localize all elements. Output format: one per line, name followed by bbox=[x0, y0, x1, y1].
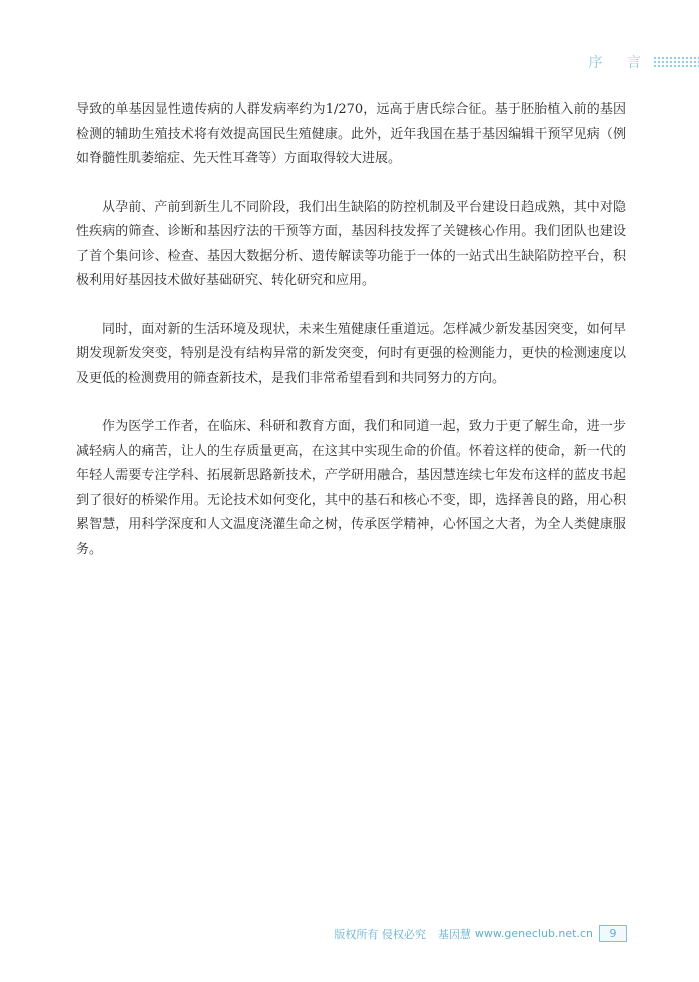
page-footer bbox=[334, 925, 627, 942]
decorative-dot-pattern bbox=[653, 56, 699, 68]
section-title: 序 言 bbox=[588, 55, 651, 71]
paragraph: 从孕前、产前到新生儿不同阶段，我们出生缺陷的防控机制及平台建设日趋成熟，其中对隐性疾病的筛查、诊断和基因疗法的干预等方面，基因科技发挥了关键核心作用。我们团队也建设了首个集问诊、检查、基因大数据分析、遗传解读等功能于一体的一站式出生缺陷防控平台，积极利用好基因技术做好基础研究、转化研究和应用。 bbox=[76, 199, 626, 288]
paragraph-continuation: 导致的单基因显性遗传病的人群发病率约为1/270，远高于唐氏综合征。基于胚胎植入前的基因检测的辅助生殖技术将有效提高国民生殖健康。此外，近年我国在基于基因编辑干预罕见病（例如脊髓性肌萎缩症、先天性耳聋等）方面取得较大进展。 bbox=[76, 102, 626, 166]
copyright-notice: 版权所有 侵权必究 bbox=[334, 927, 426, 941]
website-link[interactable]: www.geneclub.net.cn bbox=[474, 927, 593, 940]
page-header bbox=[589, 50, 699, 74]
brand-name: 基因慧 bbox=[437, 927, 471, 941]
paragraph: 作为医学工作者，在临床、科研和教育方面，我们和同道一起，致力于更了解生命，进一步减轻病人的痛苦，让人的生存质量更高，在这其中实现生命的价值。怀着这样的使命，新一代的年轻人需要专注学科、拓展新思路新技术，产学研用融合，基因慧连续七年发布这样的蓝皮书起到了很好的桥梁作用。无论技术如何变化，其中的基石和核心不变，即，选择善良的路，用心积累智慧，用科学深度和人文温度浇灌生命之树，传承医学精神，心怀国之大者，为全人类健康服务。 bbox=[76, 419, 626, 557]
body-text bbox=[76, 98, 626, 586]
paragraph: 同时，面对新的生活环境及现状，未来生殖健康任重道远。怎样减少新发基因突变，如何早期发现新发突变，特别是没有结构异常的新发突变，何时有更强的检测能力，更快的检测速度以及更低的检测费用的筛查新技术，是我们非常希望看到和共同努力的方向。 bbox=[76, 321, 626, 386]
page-number: 9 bbox=[599, 925, 627, 942]
